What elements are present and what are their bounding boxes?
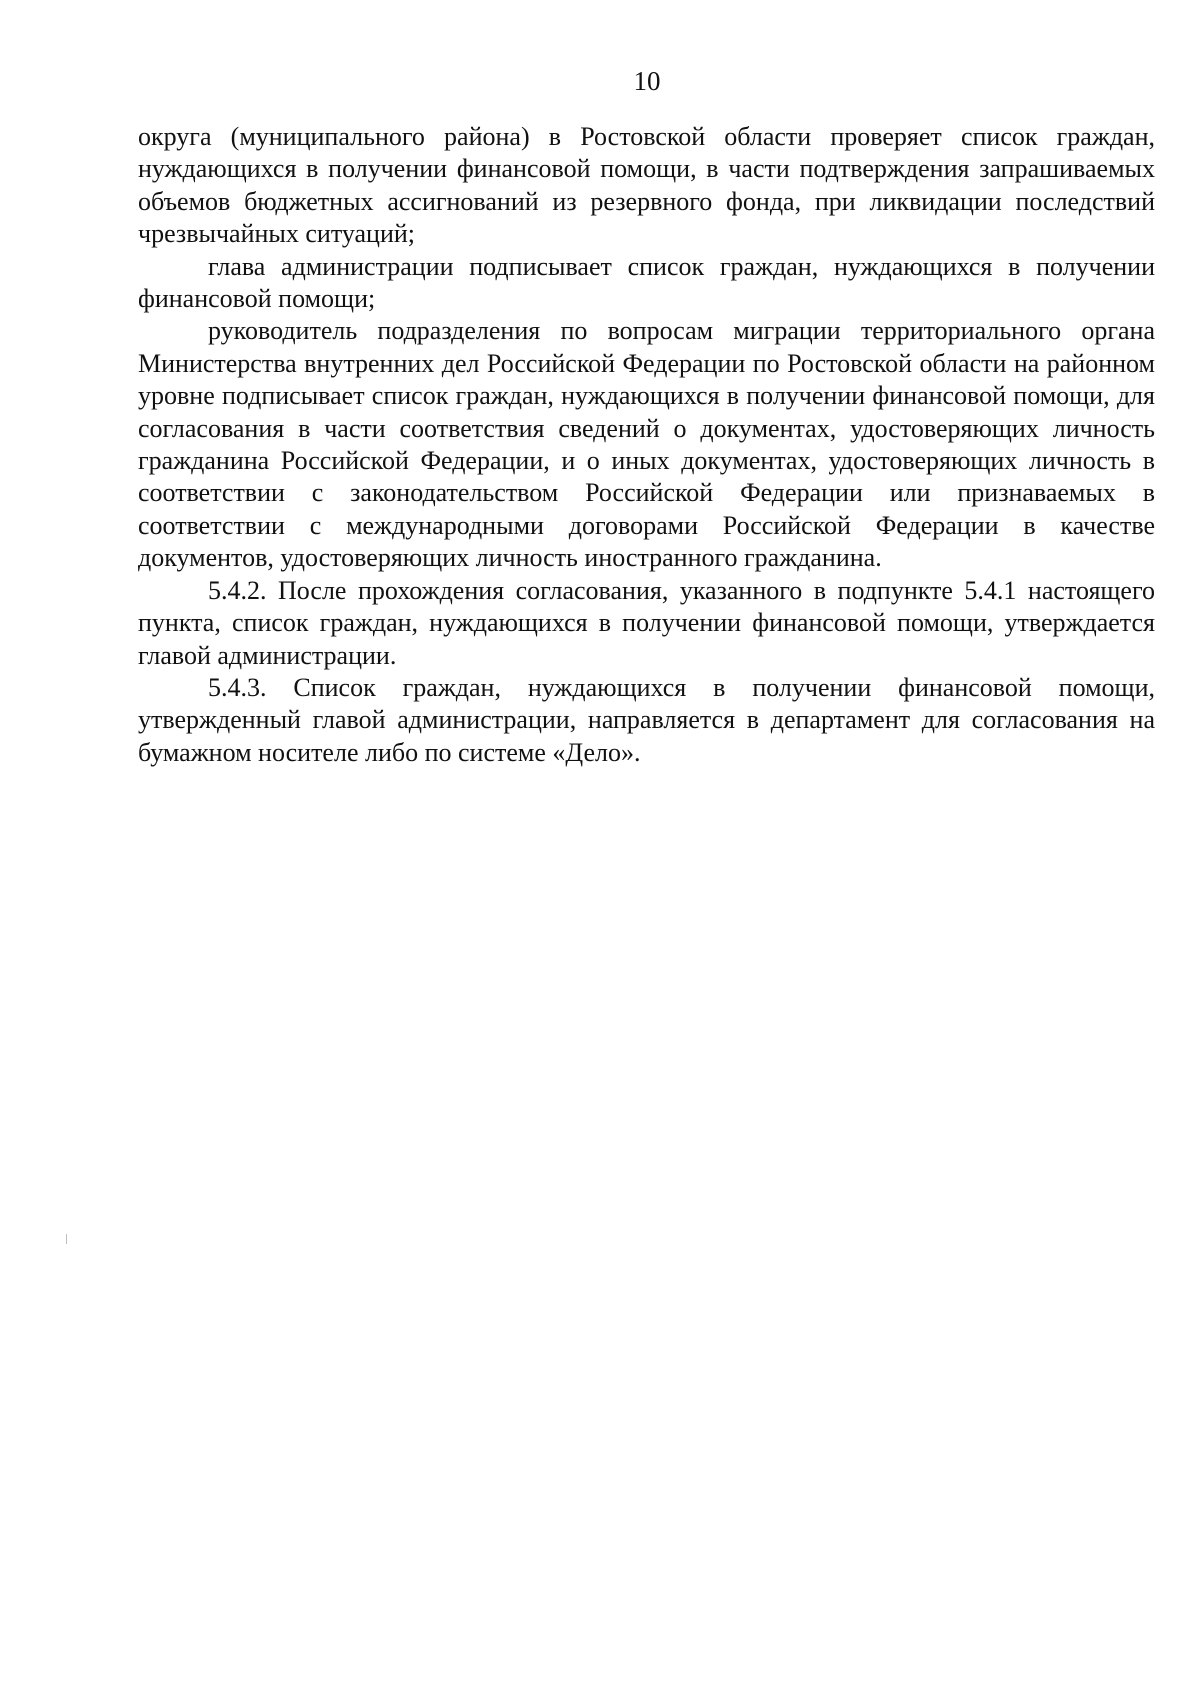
- document-body: [138, 121, 1155, 769]
- page-number: 10: [633, 66, 661, 96]
- paragraph-5-4-3: 5.4.3. Список граждан, нуждающихся в получении финансовой помощи, утвержденный главой администрации, направляется в департамент для согласования на бумажном носителе либо по системе «Дело».: [138, 672, 1155, 767]
- paragraph-migration-head: руководитель подразделения по вопросам миграции территориального органа Министерства внутренних дел Российской Федерации по Ростовской области на районном уровне подписывает список граждан, нуждающихся в получении финансовой помощи, для согласования в части соответствия сведений о документах, удостоверяющих личность гражданина Российской Федерации, и о иных документах, удостоверяющих личность в соответствии с законодательством Российской Федерации или признаваемых в соответствии с международными договорами Российской Федерации в качестве документов, удостоверяющих личность иностранного гражданина.: [138, 316, 1155, 573]
- scan-margin-mark: [66, 1234, 67, 1244]
- paragraph-head-signs: глава администрации подписывает список граждан, нуждающихся в получении финансовой помощи;: [138, 251, 1155, 314]
- paragraph-5-4-2: 5.4.2. После прохождения согласования, указанного в подпункте 5.4.1 настоящего пункта, список граждан, нуждающихся в получении финансовой помощи, утверждается главой администрации.: [138, 575, 1155, 670]
- paragraph-continuation: округа (муниципального района) в Ростовской области проверяет список граждан, нуждающихся в получении финансовой помощи, в части подтверждения запрашиваемых объемов бюджетных ассигнований из резервного фонда, при ликвидации последствий чрезвычайных ситуаций;: [138, 122, 1155, 249]
